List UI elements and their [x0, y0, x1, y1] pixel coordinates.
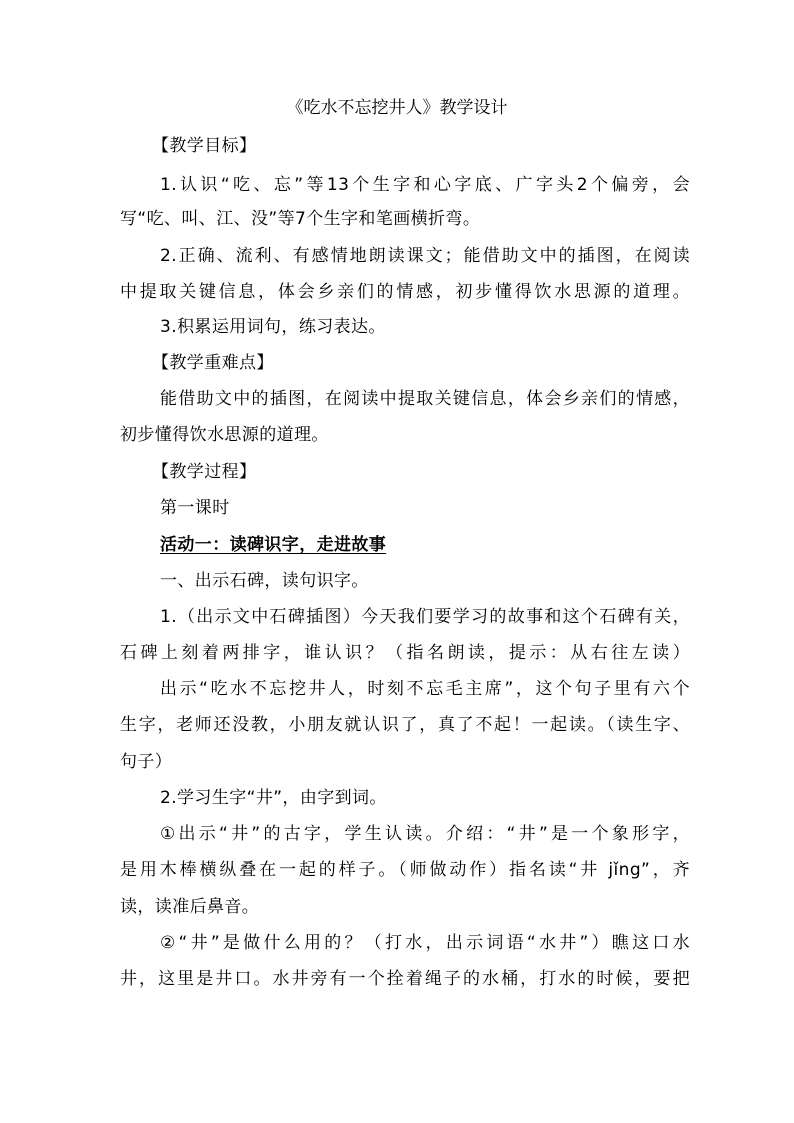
- section-heading-objectives: 【教学目标】: [152, 136, 257, 156]
- lesson-label: 第一课时: [160, 498, 230, 518]
- paragraph-line: 石碑上刻着两排字，谁认识？（指名朗读，提示：从右往左读）: [120, 643, 690, 663]
- section-heading-key-points: 【教学重难点】: [152, 353, 274, 373]
- paragraph-line: 中提取关键信息，体会乡亲们的情感，初步懂得饮水思源的道理。: [120, 282, 690, 302]
- paragraph-line: 生字，老师还没教，小朋友就认识了，真了不起！一起读。（读生字、: [120, 715, 690, 735]
- step-heading: 一、出示石碑，读句识字。: [160, 571, 369, 591]
- paragraph-line: 2.正确、流利、有感情地朗读课文；能借助文中的插图，在阅读: [160, 246, 690, 266]
- paragraph-line: 能借助文中的插图，在阅读中提取关键信息，体会乡亲们的情感，: [160, 389, 690, 409]
- paragraph-line: ②“井”是做什么用的？（打水，出示词语“水井”）瞧这口水: [160, 933, 690, 953]
- paragraph-line: ①出示“井”的古字，学生认读。介绍：“井”是一个象形字，: [160, 824, 690, 844]
- paragraph-line: 出示“吃水不忘挖井人，时刻不忘毛主席”，这个句子里有六个: [160, 679, 690, 699]
- activity-heading: 活动一：读碑识字，走进故事: [160, 535, 387, 555]
- paragraph-line: 1.（出示文中石碑插图）今天我们要学习的故事和这个石碑有关，: [160, 607, 690, 627]
- paragraph-line: 读，读准后鼻音。: [120, 897, 260, 917]
- section-heading-process: 【教学过程】: [152, 462, 257, 482]
- paragraph-line: 井，这里是井口。水井旁有一个拴着绳子的水桶，打水的时候，要把: [120, 969, 690, 989]
- paragraph-line: 2.学习生字“井”，由字到词。: [160, 788, 387, 808]
- paragraph-line: 是用木棒横纵叠在一起的样子。（师做动作）指名读“井 jǐng”，齐: [120, 860, 690, 880]
- paragraph-line: 句子）: [120, 752, 173, 772]
- paragraph-line: 初步懂得饮水思源的道理。: [120, 425, 329, 445]
- document-title: 《吃水不忘挖井人》教学设计: [286, 98, 508, 118]
- paragraph-line: 1.认识“吃、忘”等13个生字和心字底、广字头2个偏旁，会: [160, 175, 690, 195]
- paragraph-line: 3.积累运用词句，练习表达。: [160, 317, 386, 337]
- paragraph-line: 写“吃、叫、江、没”等7个生字和笔画横折弯。: [120, 209, 481, 229]
